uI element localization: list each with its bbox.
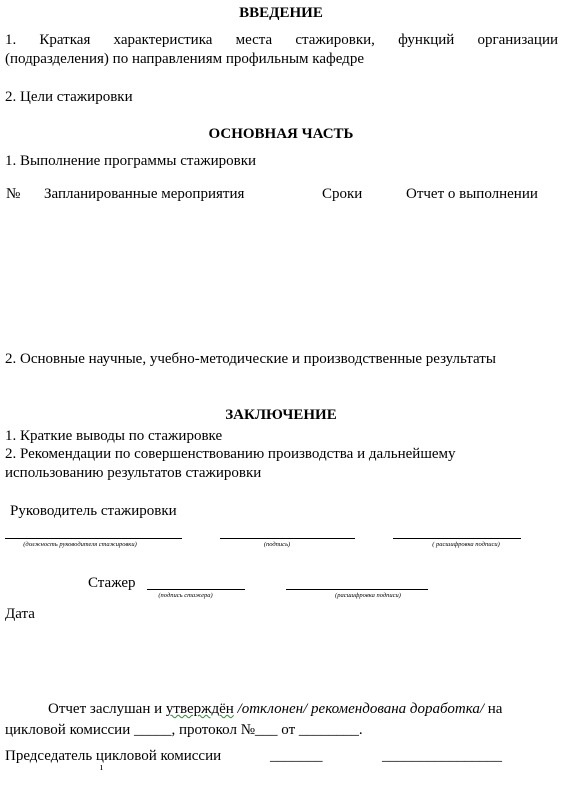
supervisor-name-caption: ( расшифровка подписи) — [432, 541, 500, 548]
supervisor-position-caption: (должность руководителя стажировки) — [23, 541, 137, 548]
supervisor-name-line — [393, 538, 521, 539]
trainee-signature-line — [147, 589, 245, 590]
chair-signature-blank: _______ — [270, 748, 323, 764]
date-label: Дата — [5, 606, 35, 622]
table-header-dates: Сроки — [322, 186, 363, 202]
supervisor-signature-caption: (подпись) — [263, 541, 291, 548]
supervisor-position-line — [5, 538, 182, 539]
chair-label: Председатель цикловой комиссии — [5, 748, 222, 764]
conclusion-item-2-line-2: использованию результатов стажировки — [5, 465, 262, 481]
approved-word: утверждён — [165, 701, 234, 717]
main-heading: ОСНОВНАЯ ЧАСТЬ — [208, 126, 354, 142]
supervisor-signature-line — [220, 538, 355, 539]
stray-mark: ı — [100, 762, 103, 773]
supervisor-label: Руководитель стажировки — [10, 503, 177, 519]
approval-options: /отклонен/ рекомендована доработка/ — [233, 701, 484, 717]
main-item-2: 2. Основные научные, учебно-методические и производственные результаты — [5, 351, 496, 367]
conclusion-item-2-line-1: 2. Рекомендации по совершенствованию производства и дальнейшему — [5, 446, 456, 462]
approval-text-start: Отчет заслушан и — [48, 701, 166, 717]
trainee-name-line — [286, 589, 428, 590]
table-header-report: Отчет о выполнении — [406, 186, 538, 202]
trainee-name-caption: (расшифровка подписи) — [335, 592, 401, 599]
intro-item-2: 2. Цели стажировки — [5, 89, 133, 105]
intro-heading: ВВЕДЕНИЕ — [239, 5, 323, 21]
approval-line-2: цикловой комиссии _____, протокол №___ от ________. — [5, 722, 363, 738]
chair-name-blank: ________________ — [382, 748, 502, 764]
trainee-signature-caption: (подпись стажера) — [158, 592, 213, 599]
trainee-label: Стажер — [88, 575, 136, 591]
approval-line-1 — [48, 701, 502, 718]
intro-item-1-line-2: (подразделения) по направлениям профильным кафедре — [5, 51, 364, 67]
conclusion-item-1: 1. Краткие выводы по стажировке — [5, 428, 223, 444]
intro-item-1-line-1: 1. Краткая характеристика места стажировки, функций организации — [5, 32, 558, 48]
approval-text-end: на — [484, 701, 503, 717]
table-header-number: № — [6, 186, 21, 202]
conclusion-heading: ЗАКЛЮЧЕНИЕ — [225, 407, 337, 423]
table-header-activities: Запланированные мероприятия — [44, 186, 245, 202]
main-item-1: 1. Выполнение программы стажировки — [5, 153, 257, 169]
